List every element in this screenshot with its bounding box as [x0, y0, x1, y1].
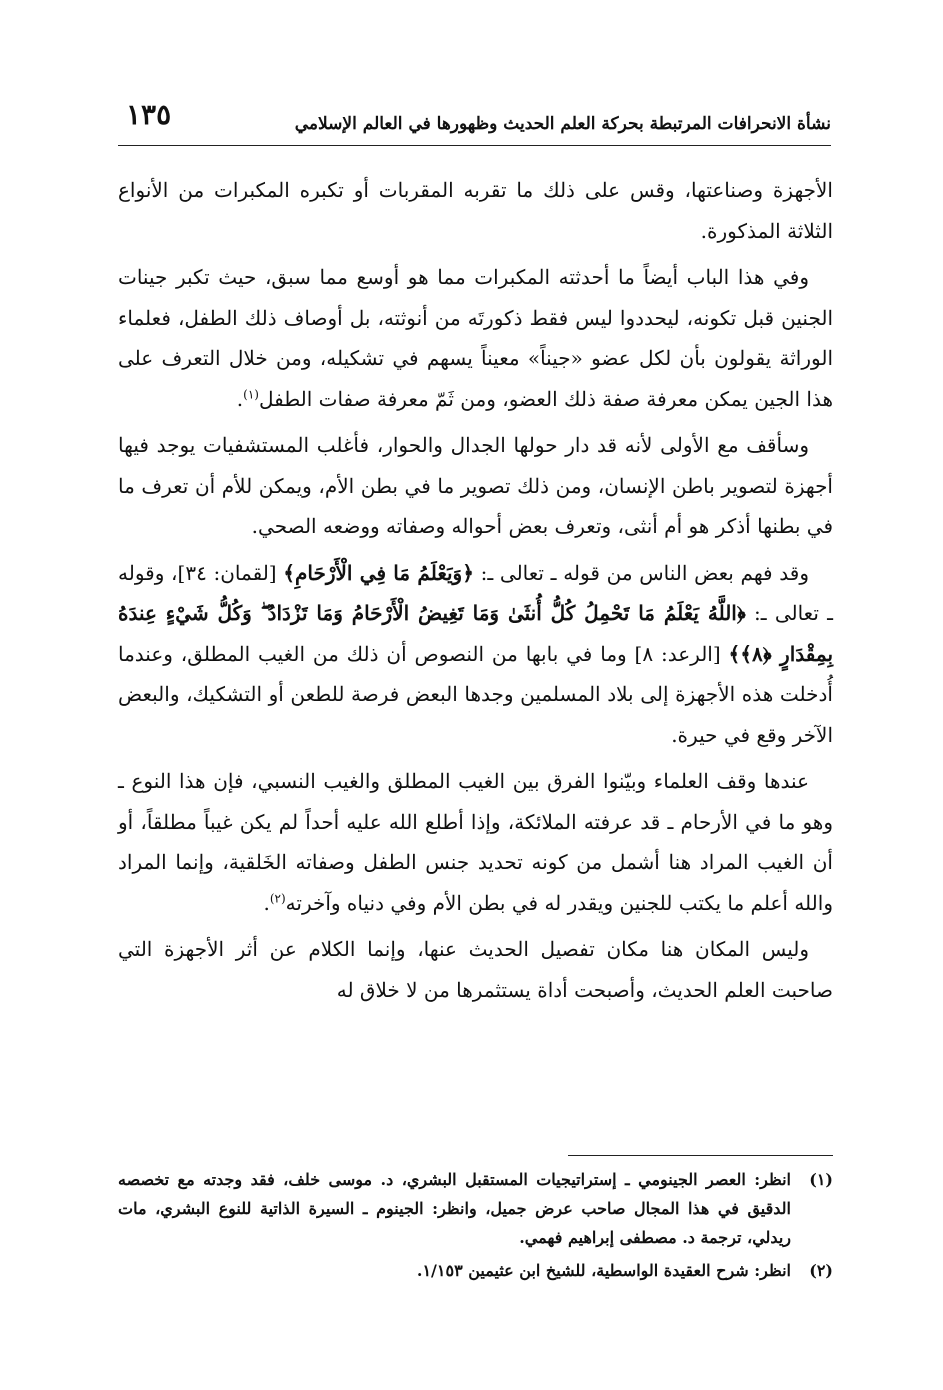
paragraph-text: [لقمان: ٣٤]، وقوله ـ تعالى ـ: — [118, 560, 833, 625]
footnote-divider — [568, 1155, 833, 1156]
footnote-number: (٢) — [809, 1261, 833, 1280]
paragraph-text: الأجهزة وصناعتها، وقس على ذلك ما تقربه المقربات أو تكبره المكبرات من الأنواع الثلاثة المذكورة. — [118, 178, 833, 243]
running-title: نشأة الانحرافات المرتبطة بحركة العلم الحديث وظهورها في العالم الإسلامي — [294, 114, 831, 134]
footnote-marker-1[interactable]: (١) — [243, 386, 259, 401]
quran-verse-raad: ﴿اللَّهُ يَعْلَمُ مَا تَحْمِلُ كُلُّ أُنثَىٰ وَمَا تَغِيضُ الْأَرْحَامُ وَمَا تَزْدَادُ ۖ وَكُلُّ شَيْءٍ عِندَهُ بِمِقْدَارٍ ﴿٨﴾﴾ — [118, 601, 834, 666]
page-number: ١٣٥ — [126, 98, 172, 131]
footnote-text: انظر: العصر الجينومي ـ إستراتيجيات المستقبل البشري، د. موسى خلف، فقد وجدته مع تخصصه الدقيق في هذا المجال صاحب عرض جميل، وانظر: الجينوم ـ السيرة الذاتية للنوع البشري، مات ريدلي، ترجمة د. مصطفى إبراهيم فهمي. — [118, 1170, 791, 1247]
footnote-2 — [118, 1256, 833, 1285]
footnote-1 — [118, 1165, 833, 1252]
paragraph-end: . — [263, 890, 270, 915]
paragraph-text: عندها وقف العلماء وبيّنوا الفرق بين الغيب المطلق والغيب النسبي، فإن هذا النوع ـ وهو ما في الأرحام ـ قد عرفته الملائكة، وإذا أطلع الله عليه أحداً لم يكن غيباً مطلقاً، أو أن الغيب المراد هنا أشمل من كونه تحديد جنس الطفل وصفاته الخَلقية، وإنما المراد والله أعلم ما يكتب للجنين ويقدر له في بطن الأم وفي دنياه وآخرته — [118, 769, 833, 915]
footnotes — [118, 1165, 833, 1289]
paragraph-3 — [118, 425, 833, 547]
quran-verse-luqman: ﴿وَيَعْلَمُ مَا فِي الْأَرْحَامِ﴾ — [283, 560, 474, 585]
body-text — [118, 170, 833, 1016]
paragraph-end: . — [236, 386, 244, 411]
paragraph-1 — [118, 170, 833, 251]
footnote-number: (١) — [809, 1170, 833, 1189]
paragraph-6 — [118, 929, 833, 1010]
running-header — [118, 92, 831, 136]
paragraph-text: [الرعد: ٨] وما في بابها من النصوص أن ذلك من الغيب المطلق، وعندما أُدخلت هذه الأجهزة إلى بلاد المسلمين وجدها البعض فرصة للطعن أو التشكيك، والبعض الآخر وقع في حيرة. — [118, 641, 833, 747]
paragraph-text: وسأقف مع الأولى لأنه قد دار حولها الجدال والحوار، فأغلب المستشفيات يوجد فيها أجهزة لتصوير باطن الإنسان، ومن ذلك تصوير ما في بطن الأم، ويمكن للأم أن تعرف ما في بطنها أذكر هو أم أنثى، وتعرف بعض أحواله وصفاته ووضعه الصحي. — [118, 433, 833, 538]
header-divider — [118, 145, 831, 146]
footnote-text: انظر: شرح العقيدة الواسطية، للشيخ ابن عثيمين ١/١٥٣. — [416, 1261, 791, 1280]
paragraph-text: وليس المكان هنا مكان تفصيل الحديث عنها، وإنما الكلام عن أثر الأجهزة التي صاحبت العلم الحديث، وأصبحت أداة يستثمرها من لا خلاق له — [118, 937, 833, 1002]
paragraph-text: وقد فهم بعض الناس من قوله ـ تعالى ـ: — [473, 560, 810, 585]
paragraph-4 — [118, 553, 833, 756]
paragraph-5 — [118, 761, 833, 923]
footnote-marker-2[interactable]: (٢) — [269, 890, 286, 905]
paragraph-text: وفي هذا الباب أيضاً ما أحدثته المكبرات مما هو أوسع مما سبق، حيث تكبر جينات الجنين قبل تكونه، ليحددوا ليس فقط ذكورتَه من أنوثته، بل أوصاف ذلك الطفل، فعلماء الوراثة يقولون بأن لكل عضو «جيناً» معيناً يسهم في تشكيله، ومن خلال التعرف على هذا الجين يمكن معرفة صفة ذلك العضو، ومن ثَمّ معرفة صفات الطفل — [118, 265, 833, 411]
paragraph-2 — [118, 257, 833, 419]
